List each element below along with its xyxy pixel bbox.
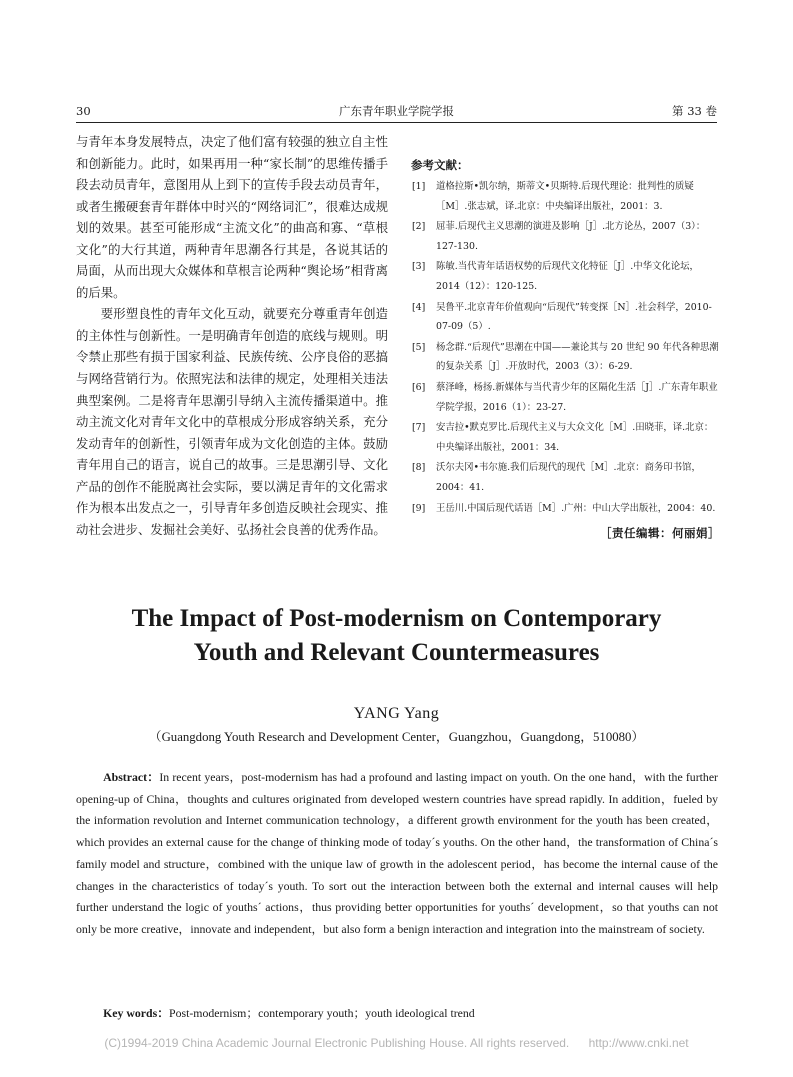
responsible-editor: ［责任编辑：何丽娟］ bbox=[600, 526, 720, 541]
reference-item bbox=[410, 418, 720, 457]
keywords-text: Post-modernism；contemporary youth；youth ideological trend bbox=[169, 1006, 475, 1020]
abstract: Abstract：In recent years，post-modernism has had a profound and lasting impact on youth. On the one hand，with the further opening-up of China，thoughts and cultures originated from developed western countries have spread rapidly. In addition，fueled by the information revolution and Internet communication technology，a different growth environment for the youth has been created，which provides an external cause for the change of thinking mode of today´s youths. On the other hand，the transformation of China´s family model and structure，combined with the unique law of growth in the adolescent period，has become the internal cause of the changes in the characteristics of today´s youth. To sort out the interaction between both the external and internal causes will help further understand the logic of youths´ actions，thus providing better opportunities for youths´ development，so that youths can not only be more creative，innovate and independent，but also form a benign interaction and integration into the mainstream of society. bbox=[76, 770, 718, 936]
reference-number: [5] bbox=[412, 341, 426, 353]
reference-item bbox=[410, 177, 720, 216]
reference-item bbox=[410, 338, 720, 377]
reference-text: 吴鲁平.北京青年价值观向“后现代”转变探［N］.社会科学，2010-07-09（5）. bbox=[436, 301, 712, 333]
body-text-column bbox=[76, 131, 388, 540]
reference-text: 沃尔夫冈•韦尔施.我们后现代的现代［M］.北京：商务印书馆，2004：41. bbox=[436, 462, 701, 493]
reference-number: [1] bbox=[412, 181, 426, 192]
copyright-footer bbox=[0, 1036, 793, 1050]
reference-item bbox=[410, 499, 720, 519]
reference-item bbox=[410, 458, 720, 497]
reference-item bbox=[410, 378, 720, 417]
reference-number: [3] bbox=[412, 261, 426, 273]
author-affiliation: （Guangdong Youth Research and Development Center，Guangzhou，Guangdong，510080） bbox=[148, 730, 645, 744]
keywords: Key words：Post-modernism；contemporary youth；youth ideological trend bbox=[103, 1006, 475, 1020]
reference-number: [2] bbox=[412, 221, 426, 233]
copyright-text: (C)1994-2019 China Academic Journal Electronic Publishing House. All rights reserved. bbox=[104, 1036, 570, 1050]
reference-number: [9] bbox=[412, 502, 426, 514]
reference-number: [7] bbox=[412, 422, 426, 434]
header-rule bbox=[76, 122, 717, 123]
reference-number: [8] bbox=[412, 462, 426, 474]
page-number: 30 bbox=[76, 104, 91, 118]
abstract-text: In recent years，post-modernism has had a profound and lasting impact on youth. On the one hand，with the further opening-up of China，thoughts and cultures originated from developed western countries have spread rapidly. In addition，fueled by the information revolution and Internet communication technology，a different growth environment for the youth has been created，which provides an external cause for the change of thinking mode of today´s youths. On the other hand，the transformation of China´s family model and structure，combined with the unique law of growth in the adolescent period，has become the internal cause of the changes in the characteristics of today´s youth. To sort out the interaction between both the external and internal causes will help further understand the logic of youths´ actions，thus providing better opportunities for youths´ development，so that youths can not only be more creative，innovate and independent，but also form a benign interaction and integration into the mainstream of society. bbox=[76, 770, 718, 936]
reference-number: [6] bbox=[412, 381, 426, 393]
volume-label: 第 33 卷 bbox=[672, 104, 717, 118]
body-paragraph-2: 要形塑良性的青年文化互动，就要充分尊重青年创造的主体性与创新性。一是明确青年创造的底线与规则。明令禁止那些有损于国家利益、民族传统、公序良俗的恶搞与网络营销行为。依照宪法和法律的规定，处理相关违法典型案例。二是将青年思潮引导纳入主流传播渠道中。推动主流文化对青年文化中的草根成分形成容纳关系，充分发动青年的创新性，引领青年成为文化创造的主体。鼓励青年用自己的语言，说自己的故事。三是思潮引导、文化产品的创作不能脱离社会实际，要以满足青年的文化需求作为根本出发点之一，引导青年多创造反映社会现实、推动社会进步、发掘社会美好、弘扬社会良善的优秀作品。 bbox=[76, 306, 388, 537]
reference-text: 道格拉斯•凯尔纳，斯蒂文•贝斯特.后现代理论：批判性的质疑［M］.张志斌，译.北京：中央编译出版社，2001：3. bbox=[436, 181, 694, 212]
abstract-label: Abstract bbox=[103, 770, 148, 784]
reference-text: 蔡泽峰，杨扬.新媒体与当代青少年的区隔化生活［J］.广东青年职业学院学报，2016（1）：23-27. bbox=[436, 381, 718, 413]
reference-item bbox=[410, 217, 720, 256]
english-title bbox=[60, 602, 733, 670]
reference-item bbox=[410, 257, 720, 296]
english-title-line-2: Youth and Relevant Countermeasures bbox=[193, 639, 600, 666]
reference-text: 安吉拉•默克罗比.后现代主义与大众文化［M］.田晓菲，译.北京：中央编译出版社，2001：34. bbox=[436, 422, 714, 453]
reference-item bbox=[410, 298, 720, 337]
reference-text: 陈敏.当代青年话语权势的后现代文化特征［J］.中华文化论坛，2014（12）：120-125. bbox=[436, 261, 699, 292]
running-header bbox=[76, 101, 717, 121]
reference-text: 杨念群.“后现代”思潮在中国——兼论其与 20 世纪 90 年代各种思潮的复杂关系［J］.开放时代，2003（3）：6-29. bbox=[436, 341, 719, 373]
reference-text: 屈菲.后现代主义思潮的演进及影响［J］.北方论丛，2007（3）：127-130. bbox=[436, 221, 706, 252]
reference-list bbox=[410, 177, 720, 518]
reference-number: [4] bbox=[412, 301, 426, 313]
references-column bbox=[410, 156, 720, 544]
author-name: YANG Yang bbox=[353, 705, 440, 722]
journal-name: 广东青年职业学院学报 bbox=[339, 104, 454, 118]
reference-text: 王岳川.中国后现代话语［M］.广州：中山大学出版社，2004：40. bbox=[436, 502, 716, 514]
footer-url[interactable]: http://www.cnki.net bbox=[588, 1036, 689, 1050]
english-title-line-1: The Impact of Post-modernism on Contemporary bbox=[131, 605, 662, 632]
keywords-label: Key words bbox=[103, 1006, 158, 1020]
body-paragraph-1: 与青年本身发展特点，决定了他们富有较强的独立自主性和创新能力。此时，如果再用一种“家长制”的思维传播手段去动员青年，意图用从上到下的宣传手段去动员青年，或者生搬硬套青年群体中时兴的“网络词汇”，很难达成规划的效果。甚至可能形成“主流文化”的曲高和寡、“草根文化”的大行其道，两种青年思潮各行其是，各说其话的局面，从而出现大众媒体和草根言论两种“舆论场”相背离的后果。 bbox=[76, 134, 388, 300]
references-heading: 参考文献： bbox=[411, 158, 469, 172]
